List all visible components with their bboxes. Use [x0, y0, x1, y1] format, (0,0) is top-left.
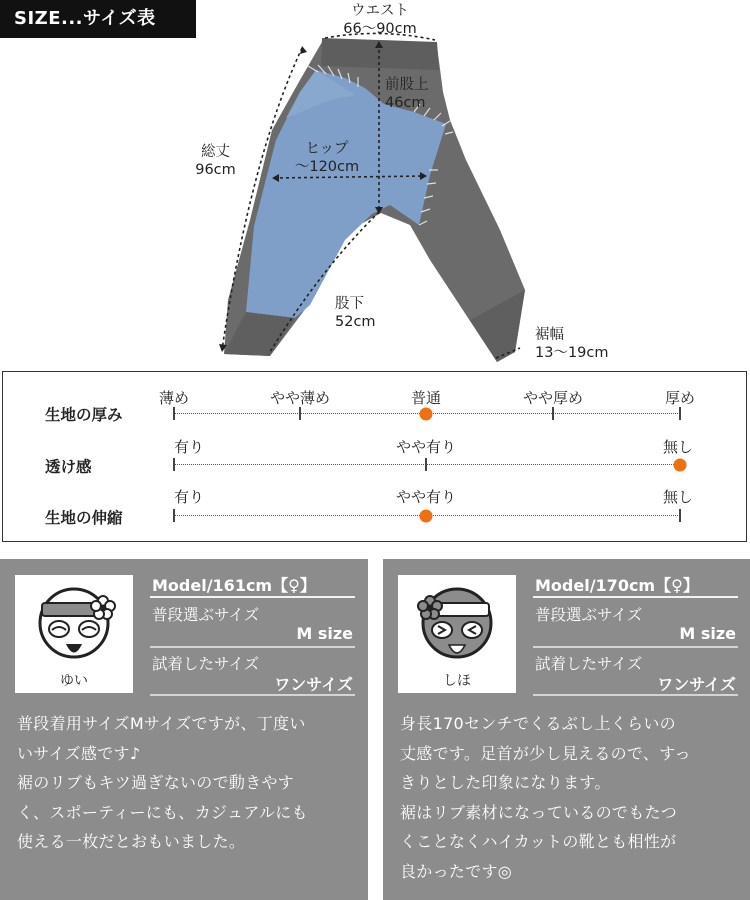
- model-yui-tried-label: 試着したサイズ: [152, 655, 260, 673]
- model-yui-usual-rule: [150, 646, 355, 648]
- transparency-scale-line: [174, 464, 680, 465]
- thickness-tick-0: [173, 407, 175, 420]
- fabric-transparency-label: 透け感: [45, 458, 92, 476]
- front-rise-measurement: [385, 76, 429, 112]
- model-yui-tried-rule: [150, 694, 355, 696]
- transparency-scale-1: やや有り: [395, 438, 457, 456]
- model-yui-usual-value: M size: [296, 624, 353, 643]
- hem-width-value: 13〜19cm: [535, 345, 609, 361]
- model-shiho-comment-line-1: 丈感です。足首が少し見えるので、すっ: [400, 743, 691, 763]
- model-shiho-usual-value: M size: [679, 624, 736, 643]
- hip-label: ヒップ: [305, 141, 349, 157]
- transparency-tick-1: [425, 458, 427, 471]
- model-shiho-comment-line-4: くことなくハイカットの靴とも相性が: [400, 832, 677, 851]
- avatar-shiho-name: しほ: [443, 673, 471, 689]
- thickness-scale-0: 薄め: [158, 389, 190, 407]
- front-rise-value: 46cm: [385, 95, 426, 111]
- total-length-label: 総丈: [201, 144, 230, 160]
- thickness-tick-4: [679, 407, 681, 420]
- model-shiho-usual-label: 普段選ぶサイズ: [535, 606, 643, 624]
- model-yui-title-rule: [150, 596, 355, 598]
- model-shiho-tried-value: ワンサイズ: [657, 675, 736, 694]
- total-length-measurement: [188, 143, 243, 179]
- thickness-scale-1: やや薄め: [269, 389, 331, 407]
- transparency-tick-0: [173, 458, 175, 471]
- model-shiho-usual-rule: [533, 646, 738, 648]
- hip-value: 〜120cm: [294, 159, 360, 175]
- fabric-thickness-label: 生地の厚み: [45, 406, 123, 424]
- model-yui-comment-line-2: 裾のリブもキツ過ぎないので動きやす: [17, 773, 295, 792]
- hem-width-measurement: [535, 326, 609, 362]
- model-yui-tried-value: ワンサイズ: [274, 675, 353, 694]
- thickness-tick-3: [552, 407, 554, 420]
- inseam-label: 股下: [335, 296, 364, 312]
- total-length-value: 96cm: [195, 162, 236, 178]
- size-chart-title: SIZE...サイズ表: [0, 0, 196, 38]
- model-shiho-tried-rule: [533, 694, 738, 696]
- model-shiho-title: Model/170cm【♀】: [535, 576, 699, 595]
- waist-label: ウエスト: [351, 3, 409, 19]
- stretch-tick-2: [679, 509, 681, 522]
- stretch-scale-0: 有り: [174, 488, 205, 506]
- model-yui-usual-label: 普段選ぶサイズ: [152, 606, 260, 624]
- model-yui-comment-line-1: いサイズ感です♪: [17, 743, 141, 763]
- model-shiho-comment: [400, 709, 745, 886]
- thickness-scale-4: 厚め: [664, 389, 696, 407]
- stretch-scale-2: 無し: [663, 488, 694, 506]
- hem-width-label: 裾幅: [535, 327, 564, 343]
- model-yui-comment-line-4: 使える一枚だとおもいました。: [17, 832, 246, 851]
- waist-measurement: [335, 2, 425, 38]
- model-shiho-comment-line-2: きりとした印象になります。: [400, 773, 611, 792]
- model-shiho-comment-line-0: 身長170センチでくるぶし上くらいの: [400, 714, 676, 733]
- pants-illustration: [200, 20, 620, 370]
- model-shiho-title-rule: [533, 596, 738, 598]
- thickness-scale-2: 普通: [410, 389, 442, 407]
- transparency-scale-0: 有り: [174, 438, 205, 456]
- inseam-measurement: [335, 295, 376, 331]
- thickness-scale-3: やや厚め: [522, 389, 584, 407]
- model-shiho-comment-line-3: 裾はリブ素材になっているのでもたつ: [400, 802, 678, 822]
- model-shiho-tried-label: 試着したサイズ: [535, 655, 643, 673]
- model-shiho-comment-line-5: 良かったです◎: [400, 861, 513, 881]
- thickness-indicator: [420, 408, 433, 421]
- model-yui-comment-line-3: く、スポーティーにも、カジュアルにも: [17, 802, 308, 822]
- model-yui-comment: [17, 709, 362, 857]
- model-yui-title: Model/161cm【♀】: [152, 576, 316, 595]
- waist-value: 66〜90cm: [343, 21, 417, 37]
- hip-measurement: [282, 140, 372, 176]
- model-yui-comment-line-0: 普段着用サイズMサイズですが、丁度い: [17, 714, 306, 733]
- stretch-indicator: [420, 510, 433, 523]
- fabric-stretch-label: 生地の伸縮: [45, 509, 123, 527]
- stretch-tick-0: [173, 509, 175, 522]
- avatar-yui-name: ゆい: [60, 673, 88, 689]
- stretch-scale-1: やや有り: [395, 488, 457, 506]
- transparency-scale-2: 無し: [663, 438, 694, 456]
- inseam-value: 52cm: [335, 314, 376, 330]
- front-rise-label: 前股上: [385, 77, 429, 93]
- transparency-indicator: [674, 459, 687, 472]
- thickness-tick-1: [299, 407, 301, 420]
